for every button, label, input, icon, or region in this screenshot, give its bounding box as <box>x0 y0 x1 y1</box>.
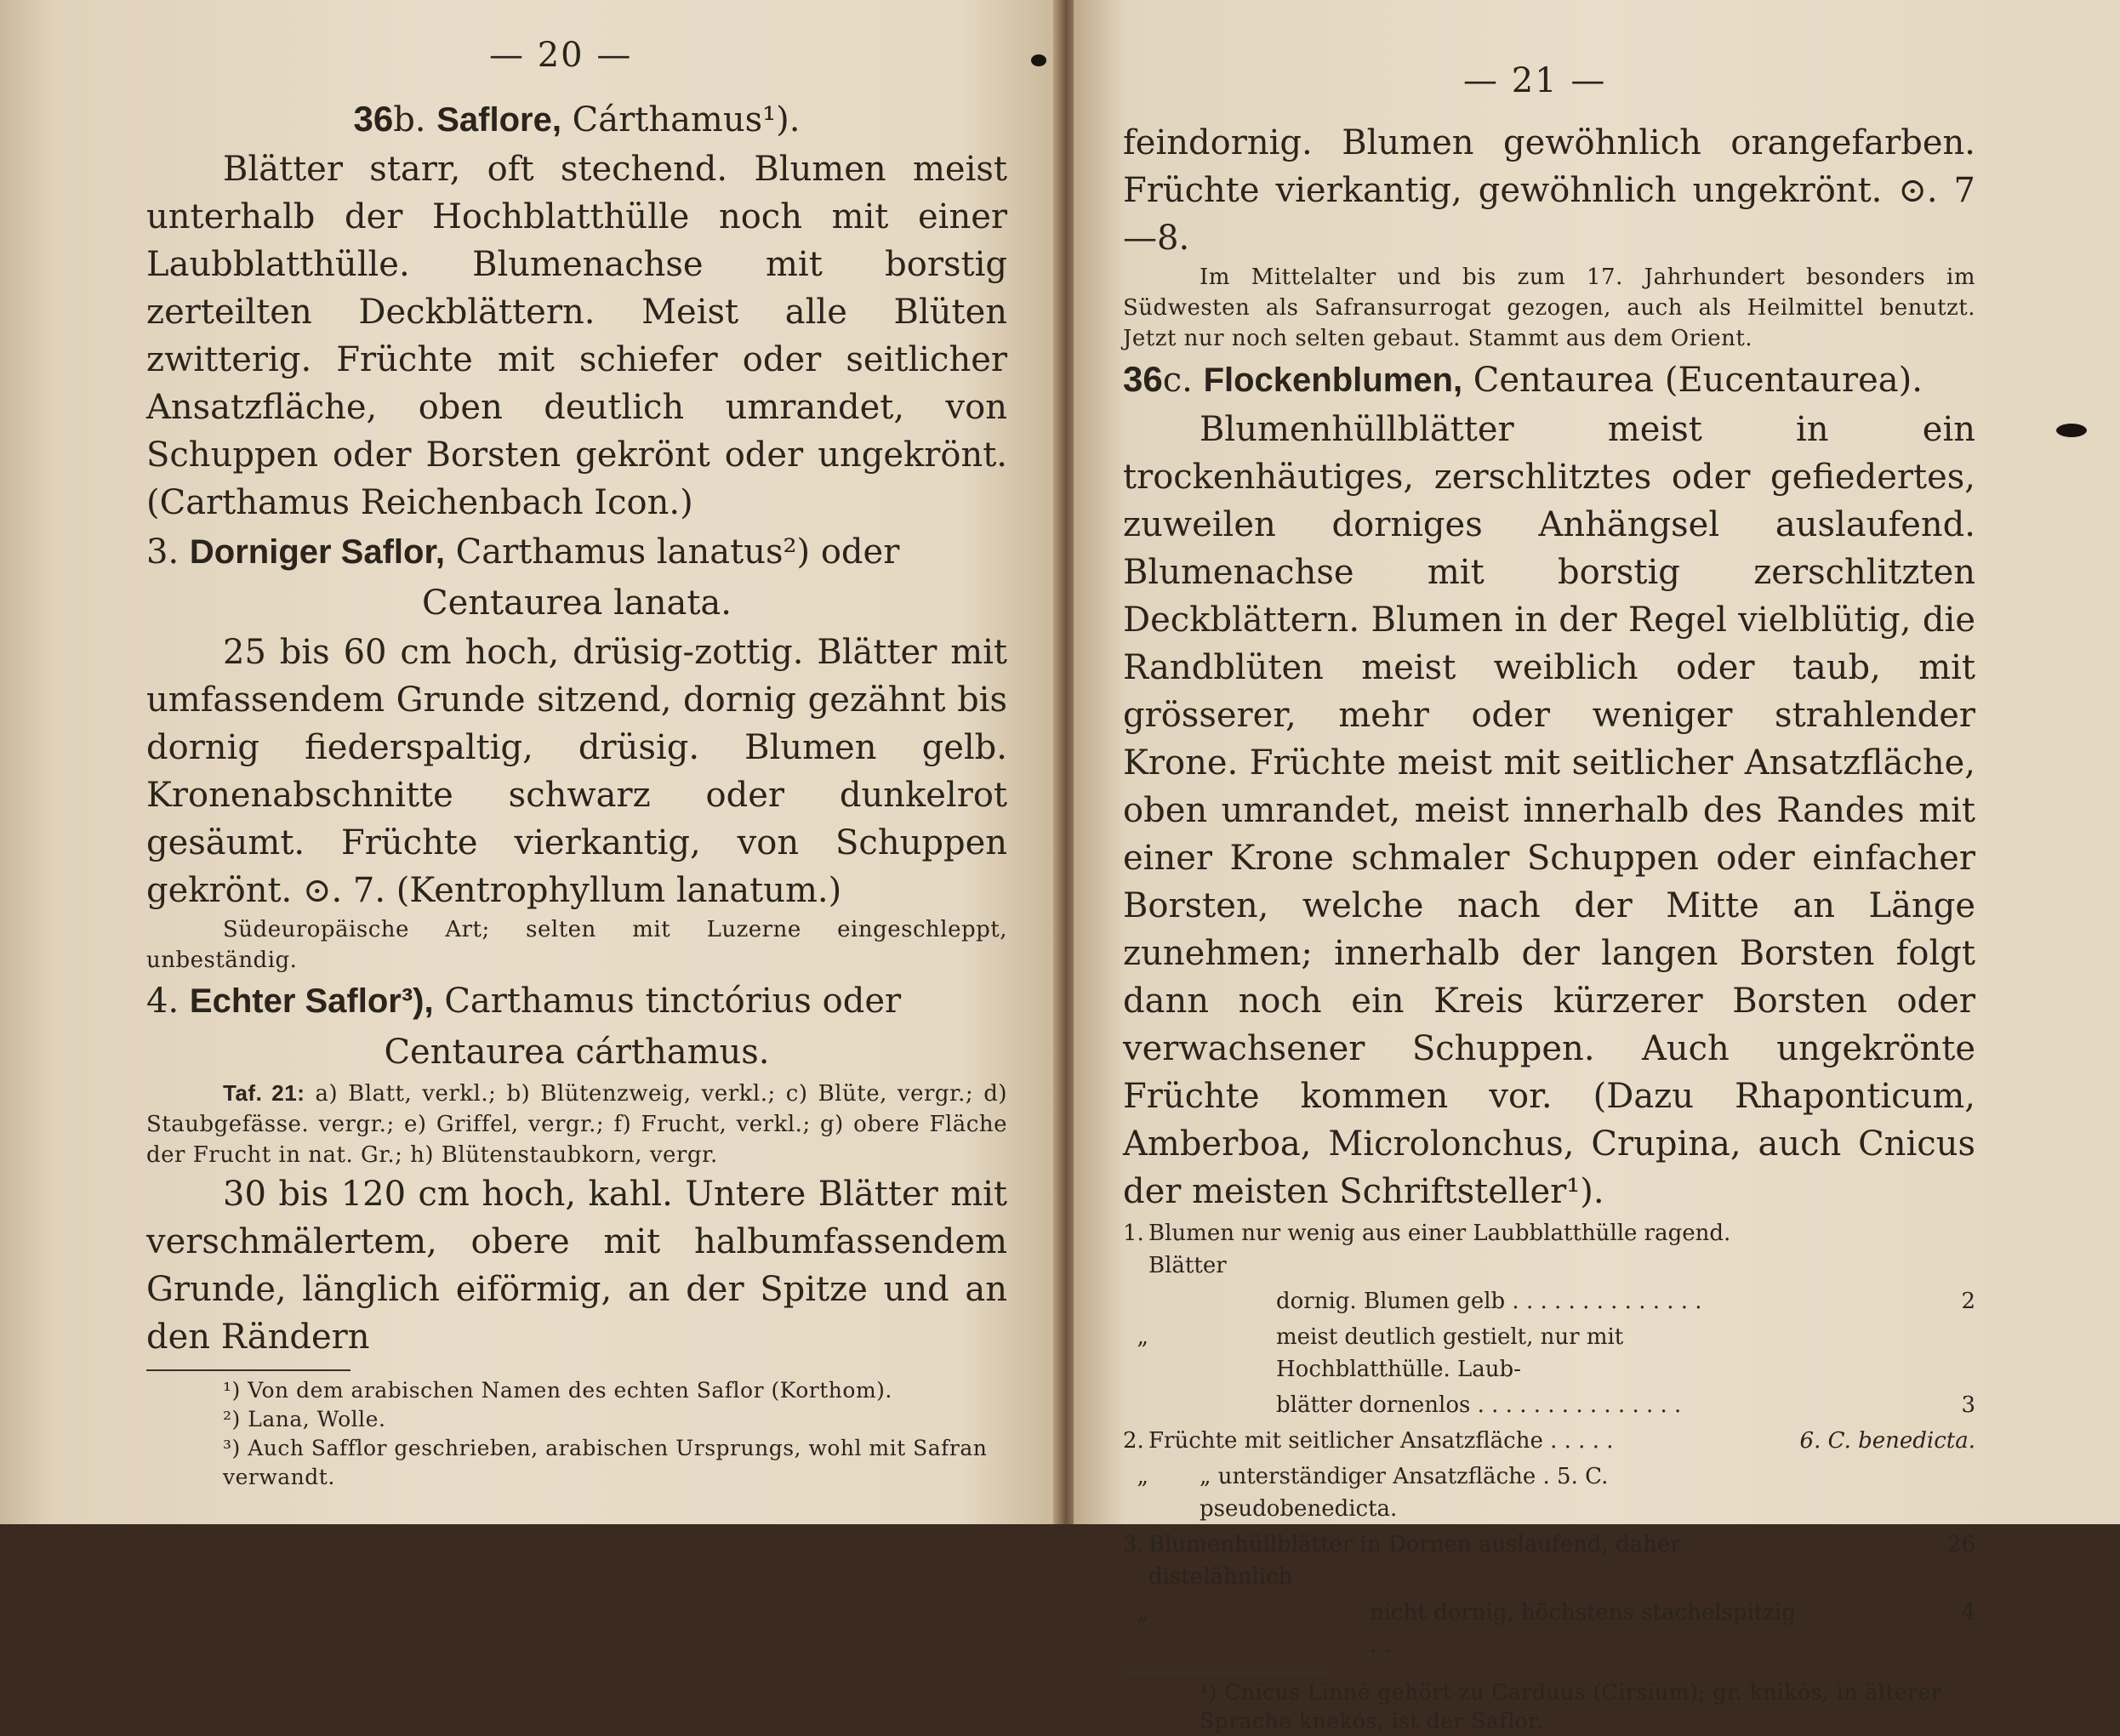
key-row <box>1123 1387 1975 1423</box>
right-page <box>1074 0 2120 1733</box>
key-result <box>1800 1319 1975 1387</box>
section-latin: Centaurea (Eucentaurea). <box>1473 361 1923 400</box>
key-result: 26 <box>1946 1532 1975 1557</box>
key-result: 2 <box>1961 1289 1975 1314</box>
section-number: 36 <box>353 99 394 139</box>
page-number-left: — 20 — <box>489 36 633 75</box>
paragraph-dorniger-saflor: 25 bis 60 cm hoch, drüsig-zottig. Blätter mit umfassendem Grunde sitzend, dornig gezähnt bis dornig fiederspaltig, drüsig. Blumen gelb. Kronenabschnitte schwarz oder dunkelrot gesäumt. Früchte vierkantig, von Schuppen gekrönt. ⊙. 7. (Kentrophyllum lanatum.) <box>146 633 1007 910</box>
key-row <box>1123 1423 1975 1459</box>
paragraph-echter-saflor: 30 bis 120 cm hoch, kahl. Untere Blätter mit verschmälertem, obere mit halbumfassendem Grunde, länglich eiförmig, an der Spitze und an den Rändern <box>146 1175 1007 1357</box>
key-row <box>1123 1527 1975 1595</box>
species-number: 3. <box>146 532 180 572</box>
ink-speck <box>1031 54 1046 66</box>
key-text: Früchte mit seitlicher Ansatzfläche . . . . . <box>1148 1428 1614 1454</box>
note-history: Im Mittelalter und bis zum 17. Jahrhundert besonders im Südwesten als Safransurrogat gezogen, auch als Heilmittel benutzt. Jetzt nur noch selten gebaut. Stammt aus dem Orient. <box>1123 265 1975 351</box>
key-result <box>1800 1459 1975 1527</box>
key-result: 4 <box>1961 1600 1975 1625</box>
ink-speck <box>2056 424 2087 437</box>
footnote-3: ³) Auch Safflor geschrieben, arabischen Ursprungs, wohl mit Safran verwandt. <box>223 1436 988 1489</box>
species-heading-4-line2: Centaurea cárthamus. <box>384 1033 770 1072</box>
section-suffix: b. <box>393 100 426 139</box>
species-latin: Carthamus lanatus²) oder <box>455 532 900 572</box>
section-latin: Cárthamus¹). <box>572 100 801 139</box>
plate-reference <box>146 1078 1007 1170</box>
paragraph-flockenblumen: Blumenhüllblätter meist in ein trockenhäutiges, zerschlitztes oder gefiedertes, zuweilen dorniges Anhängsel auslaufend. Blumenachse mit borstig zerschlitzten Deckblättern. Blumen in der Regel vielblütig, die Randblüten meist weiblich oder taub, mit grösserer, mehr oder weniger strahlender Krone. Früchte meist mit seitlicher Ansatzfläche, oben umrandet, meist innerhalb des Randes mit einer Krone schmaler Schuppen oder einfacher Borsten, welche nach der Mitte an Länge zunehmen; innerhalb der langen Borsten folgt dann noch ein Kreis kürzerer Borsten oder verwachsener Schuppen. Auch ungekrönte Früchte kommen vor. (Dazu Rhaponticum, Amberboa, Microlonchus, Crupina, auch Cnicus der meisten Schriftsteller¹). <box>1123 410 1975 1211</box>
key-text: blätter dornenlos . . . . . . . . . . . . . . . <box>1276 1392 1682 1418</box>
key-number: 1. <box>1123 1221 1144 1246</box>
species-heading-3 <box>146 526 1007 578</box>
footnote-rule <box>146 1369 350 1371</box>
key-result: 6. C. benedicta. <box>1799 1428 1975 1454</box>
left-page <box>0 0 1063 1524</box>
key-number: 3. <box>1123 1532 1144 1557</box>
plate-text: a) Blatt, verkl.; b) Blütenzweig, verkl.; c) Blüte, vergr.; d) Staubgefässe. vergr.; e) Griffel, vergr.; f) Frucht, verkl.; g) obere Fläche der Frucht in nat. Gr.; h) Blütenstaubkorn, vergr. <box>146 1081 1007 1168</box>
species-heading-3-line2: Centaurea lanata. <box>422 583 732 623</box>
key-number: „ <box>1137 1324 1148 1350</box>
key-row <box>1123 1319 1975 1387</box>
section-name: Saflore, <box>436 101 561 139</box>
species-name: Dorniger Saflor, <box>189 533 445 571</box>
key-text: Blumenhüllblätter in Dornen auslaufend, daher distelähnlich <box>1148 1532 1681 1590</box>
species-heading-4 <box>146 976 1007 1027</box>
key-number <box>1123 1387 1148 1423</box>
key-number: 2. <box>1123 1428 1144 1454</box>
key-text: meist deutlich gestielt, nur mit Hochblatthülle. Laub- <box>1276 1324 1624 1382</box>
key-row <box>1123 1284 1975 1319</box>
key-number: „ <box>1137 1600 1148 1625</box>
species-latin: Carthamus tinctórius oder <box>444 982 902 1021</box>
key-text: nicht dornig, höchstens stachelspitzig . . <box>1370 1600 1796 1658</box>
footnote-1: ¹) Cnicus Linné gehört zu Carduus (Cirsium); gr. knikós, in älterer Sprache knekós, ist der Saflor. <box>1200 1680 1942 1733</box>
key-text: Blumen nur wenig aus einer Laubblatthülle ragend. Blätter <box>1148 1221 1731 1278</box>
key-result: 3 <box>1961 1392 1975 1418</box>
key-result <box>1800 1215 1975 1284</box>
note-distribution: Südeuropäische Art; selten mit Luzerne eingeschleppt, unbeständig. <box>146 917 1007 973</box>
key-text: „ unterständiger Ansatzfläche . 5. C. pseudobenedicta. <box>1200 1464 1609 1522</box>
section-number: 36 <box>1123 359 1163 399</box>
key-row <box>1123 1595 1975 1663</box>
right-column <box>1123 119 1975 1736</box>
section-name: Flockenblumen, <box>1203 361 1463 399</box>
footnote-rule <box>1123 1671 1327 1673</box>
key-row <box>1123 1215 1975 1284</box>
footnote-2: ²) Lana, Wolle. <box>223 1407 386 1431</box>
key-row <box>1123 1459 1975 1527</box>
identification-key <box>1123 1215 1975 1663</box>
species-number: 4. <box>146 982 180 1021</box>
paragraph-continuation: feindornig. Blumen gewöhnlich orangefarben. Früchte vierkantig, gewöhnlich ungekrönt. ⊙. 7—8. <box>1123 123 1975 258</box>
footnote-1: ¹) Von dem arabischen Namen des echten Saflor (Korthom). <box>223 1378 892 1403</box>
page-number-right: — 21 — <box>1463 61 1607 100</box>
key-text: dornig. Blumen gelb . . . . . . . . . . . . . . <box>1276 1289 1702 1314</box>
plate-label: Taf. 21: <box>223 1080 305 1106</box>
section-heading-36b <box>146 94 1007 145</box>
key-number: „ <box>1137 1464 1148 1489</box>
left-column <box>146 94 1007 1492</box>
key-number <box>1123 1284 1148 1319</box>
paragraph-saflore: Blätter starr, oft stechend. Blumen meist unterhalb der Hochblatthülle noch mit einer Laubblatthülle. Blumenachse mit borstig zerteilten Deckblättern. Meist alle Blüten zwitterig. Früchte mit schiefer oder seitlicher Ansatzfläche, oben deutlich umrandet, von Schuppen oder Borsten gekrönt oder ungekrönt. (Carthamus Reichenbach Icon.) <box>146 150 1007 522</box>
section-suffix: c. <box>1162 361 1193 400</box>
species-name: Echter Saflor³), <box>189 982 434 1020</box>
section-heading-36c <box>1123 354 1975 406</box>
